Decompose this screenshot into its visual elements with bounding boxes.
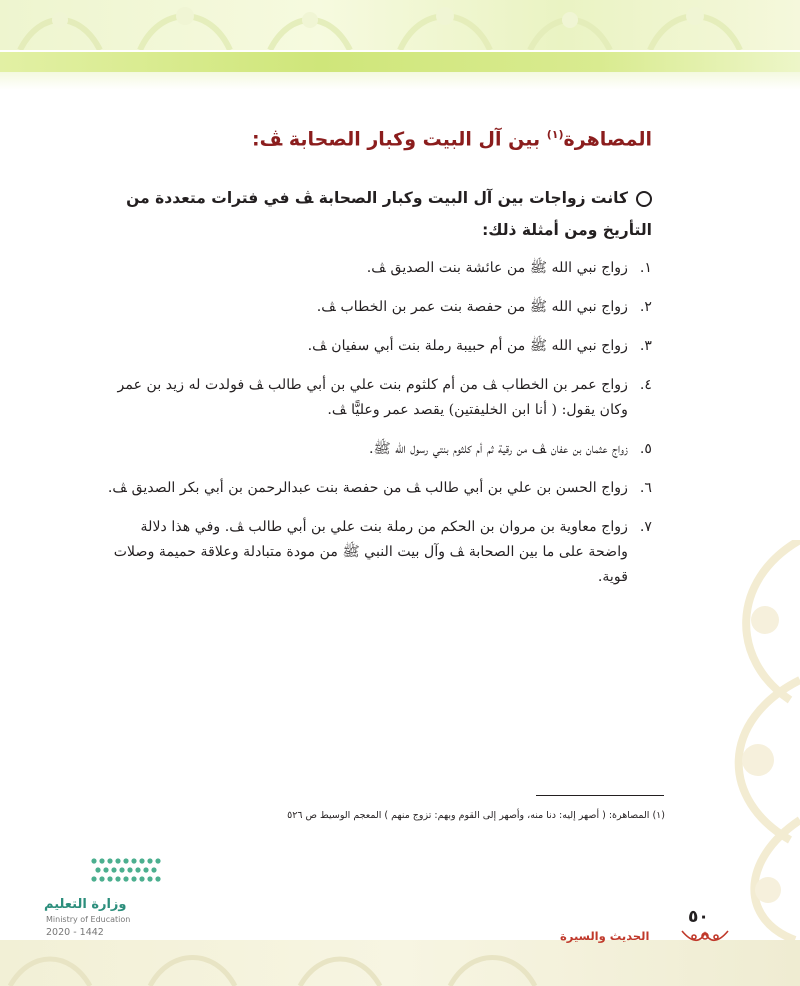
subject-name: الحديث والسيرة xyxy=(560,929,650,943)
bottom-decorative-band xyxy=(0,940,800,986)
item-number: ٧. xyxy=(639,519,652,536)
title-main: المصاهرة xyxy=(563,128,652,151)
intro-text: كانت زواجات بين آل البيت وكبار الصحابة ﭫ في فترات متعددة من التأريخ ومن أمثلة ذلك: xyxy=(126,189,652,240)
item-text: زواج عثمان بن عفان ﭫ من رقية ثم أم كلثوم بنتي رسول الله ﷺ. xyxy=(368,441,628,458)
ministry-logo xyxy=(44,855,174,945)
list-item xyxy=(100,334,652,359)
main-content xyxy=(100,120,652,604)
item-number: ١. xyxy=(639,260,652,277)
green-header-fade xyxy=(0,72,800,90)
item-text: زواج نبي الله ﷺ من عائشة بنت الصديق ﭫ. xyxy=(366,260,628,277)
list-item xyxy=(100,295,652,320)
green-header-bar xyxy=(0,52,800,72)
side-arabesque-ornament xyxy=(670,540,800,940)
item-text: زواج نبي الله ﷺ من أم حبيبة رملة بنت أبي سفيان ﭫ. xyxy=(307,338,628,355)
item-number: ٥. xyxy=(639,441,652,458)
ministry-name-arabic: وزارة التعليم xyxy=(44,897,127,912)
list-item xyxy=(100,373,652,423)
item-number: ٦. xyxy=(639,480,652,497)
footnote-divider xyxy=(536,795,664,796)
page-number-flourish-icon xyxy=(680,925,730,945)
item-number: ٣. xyxy=(639,338,652,355)
footnote: (١) المصاهرة: ( أصهر إليه: دنا منه، وأصهر إلى القوم وبهم: تزوج منهم ) المعجم الوسيط ص ٥٢٦ xyxy=(287,810,665,821)
page-number: ٥٠ xyxy=(688,907,709,927)
title-rest: بين آل البيت وكبار الصحابة ﭫ: xyxy=(252,128,547,151)
bottom-ornament xyxy=(0,940,800,986)
title-footnote-marker[interactable]: (١) xyxy=(546,128,564,141)
item-text: زواج عمر بن الخطاب ﭫ من أم كلثوم بنت علي بن أبي طالب ﭫ فولدت له زيد بن عمر وكان يقول: ( أنا ابن الخليفتين) يقصد عمر وعليًّا ﭫ. xyxy=(117,377,628,419)
top-ornament xyxy=(0,0,800,50)
item-text: زواج معاوية بن مروان بن الحكم من رملة بنت علي بن أبي طالب ﭫ. وفي هذا دلالة واضحة على ما بين الصحابة ﭫ وآل بيت النبي ﷺ من مودة متبادلة وعلاقة حميمة وصلات قوية. xyxy=(113,519,628,586)
intro-paragraph xyxy=(100,182,652,246)
item-text: زواج نبي الله ﷺ من حفصة بنت عمر بن الخطاب ﭫ. xyxy=(316,299,628,316)
list-item xyxy=(100,515,652,590)
top-decorative-band xyxy=(0,0,800,50)
list-item xyxy=(100,256,652,281)
item-text: زواج الحسن بن علي بن أبي طالب ﭫ من حفصة بنت عبدالرحمن بن أبي بكر الصديق ﭫ. xyxy=(107,480,628,497)
section-title xyxy=(100,120,652,154)
item-number: ٤. xyxy=(639,377,652,394)
edition-year: 2020 - 1442 xyxy=(46,927,104,938)
list-item xyxy=(100,437,652,462)
list-item xyxy=(100,476,652,501)
ministry-name-english: Ministry of Education xyxy=(46,915,131,924)
circle-bullet-icon xyxy=(636,191,652,207)
marriages-list xyxy=(100,256,652,590)
ministry-logo-dots-icon xyxy=(88,855,168,889)
item-number: ٢. xyxy=(639,299,652,316)
